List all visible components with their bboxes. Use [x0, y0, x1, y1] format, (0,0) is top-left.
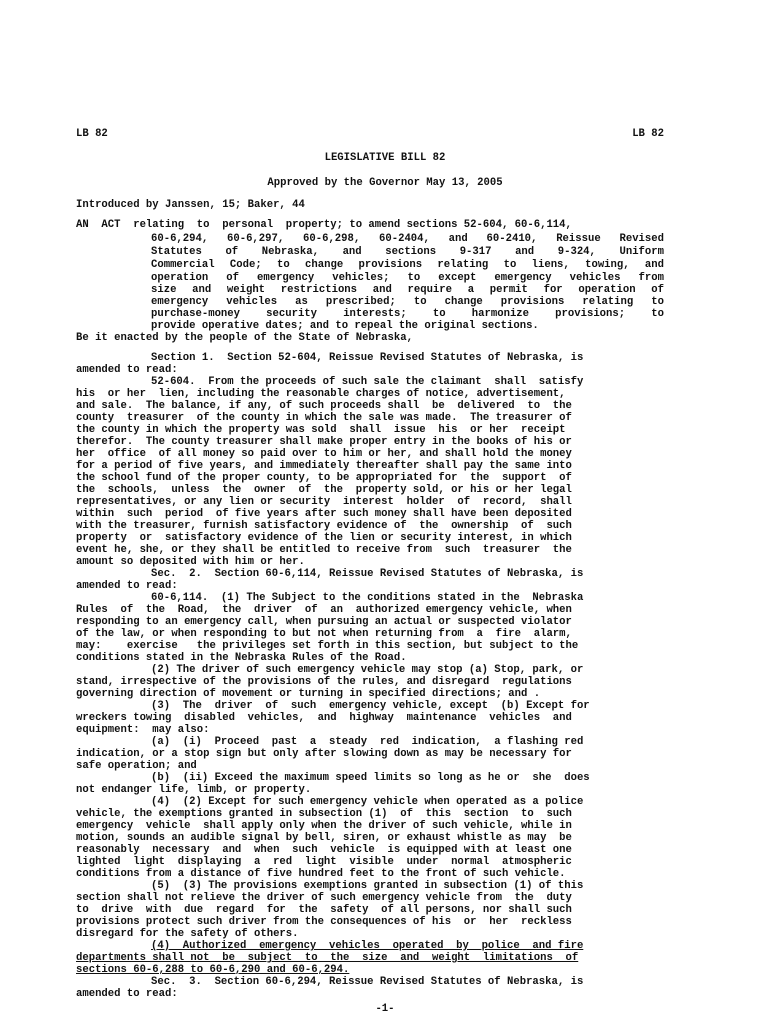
text-line: and sale. The balance, if any, of such proceeds shall be delivered to the — [76, 400, 572, 412]
text-line: safe operation; and — [76, 760, 197, 772]
text-line: (2) The driver of such emergency vehicle may stop (a) Stop, park, or — [151, 664, 584, 676]
text-line: 60-6,114. (1) The Subject to the conditions stated in the Nebraska — [151, 592, 584, 604]
text-line: conditions stated in the Nebraska Rules of the Road. — [76, 652, 407, 664]
page-number: -1- — [375, 1003, 395, 1015]
text-line: disregard for the safety of others. — [76, 928, 299, 940]
text-line: emergency vehicles as prescribed; to change provisions relating to — [151, 296, 664, 308]
text-line: her office of all money so paid over to him or her, and shall hold the money — [76, 448, 572, 460]
text-line: responding to an emergency call, when pursuing an actual or suspected violator — [76, 616, 572, 628]
text-line: property or satisfactory evidence of the lien or security interest, in which — [76, 532, 572, 544]
header-right: LB 82 — [632, 128, 664, 140]
text-line: (5) (3) The provisions exemptions granted in subsection (1) of this — [151, 880, 584, 892]
text-line: emergency vehicle shall apply only when the driver of such vehicle, while in — [76, 820, 572, 832]
text-line: (3) The driver of such emergency vehicle, except (b) Except for — [151, 700, 590, 712]
text-line: (b) (ii) Exceed the maximum speed limits so long as he or she does — [151, 772, 590, 784]
text-line: equipment: may also: — [76, 724, 210, 736]
text-line: governing direction of movement or turning in specified directions; and . — [76, 688, 541, 700]
text-line: stand, irrespective of the provisions of the rules, and disregard regulations — [76, 676, 572, 688]
text-line: Be it enacted by the people of the State of Nebraska, — [76, 332, 413, 344]
text-line: amount so deposited with him or her. — [76, 556, 305, 568]
text-line: to drive with due regard for the safety of all persons, nor shall such — [76, 904, 572, 916]
text-line: of the law, or when responding to but not when returning from a fire alarm, — [76, 628, 572, 640]
text-line: amended to read: — [76, 988, 178, 1000]
text-line: (4) (2) Except for such emergency vehicle when operated as a police — [151, 796, 584, 808]
text-line: departments shall not be subject to the size and weight limitations of — [76, 952, 579, 964]
text-line: motion, sounds an audible signal by bell, siren, or exhaust whistle as may be — [76, 832, 572, 844]
text-line: AN ACT relating to personal property; to amend sections 52-604, 60-6,114, — [76, 219, 572, 231]
text-line: not endanger life, limb, or property. — [76, 784, 312, 796]
introduced-line: Introduced by Janssen, 15; Baker, 44 — [76, 199, 305, 211]
text-line: Commercial Code; to change provisions relating to liens, towing, and — [151, 259, 664, 271]
text-line: Rules of the Road, the driver of an authorized emergency vehicle, when — [76, 604, 572, 616]
text-line: operation of emergency vehicles; to except emergency vehicles from — [151, 272, 664, 284]
text-line: the schools, unless the owner of the property sold, or his or her legal — [76, 484, 572, 496]
text-line: vehicle, the exemptions granted in subsection (1) of this section to such — [76, 808, 572, 820]
text-line: purchase-money security interests; to harmonize provisions; to — [151, 308, 664, 320]
text-line: amended to read: — [76, 364, 178, 376]
text-line: conditions from a distance of five hundred feet to the front of such vehicle. — [76, 868, 566, 880]
text-line: amended to read: — [76, 580, 178, 592]
text-line: lighted light displaying a red light visible under normal atmospheric — [76, 856, 572, 868]
text-line: for a period of five years, and immediately thereafter shall pay the same into — [76, 460, 572, 472]
text-line: may: exercise the privileges set forth in this section, but subject to the — [76, 640, 579, 652]
text-line: size and weight restrictions and require a permit for operation of — [151, 284, 664, 296]
text-line: Sec. 2. Section 60-6,114, Reissue Revised Statutes of Nebraska, is — [151, 568, 584, 580]
text-line: Sec. 3. Section 60-6,294, Reissue Revised Statutes of Nebraska, is — [151, 976, 584, 988]
text-line: Statutes of Nebraska, and sections 9-317 and 9-324, Uniform — [151, 246, 664, 258]
bill-title: LEGISLATIVE BILL 82 — [324, 152, 446, 164]
text-line: reasonably necessary and when such vehicle is equipped with at least one — [76, 844, 572, 856]
text-line: indication, or a stop sign but only after slowing down as may be necessary for — [76, 748, 572, 760]
text-line: Section 1. Section 52-604, Reissue Revised Statutes of Nebraska, is — [151, 352, 584, 364]
text-line: county treasurer of the county in which the sale was made. The treasurer of — [76, 412, 572, 424]
text-line: the county in which the property was sold shall issue his or her receipt — [76, 424, 566, 436]
text-line: wreckers towing disabled vehicles, and highway maintenance vehicles and — [76, 712, 572, 724]
text-line: 52-604. From the proceeds of such sale the claimant shall satisfy — [151, 376, 584, 388]
approval-line: Approved by the Governor May 13, 2005 — [267, 177, 503, 189]
header-left: LB 82 — [76, 128, 108, 140]
text-line: his or her lien, including the reasonable charges of notice, advertisement, — [76, 388, 566, 400]
text-line: 60-6,294, 60-6,297, 60-6,298, 60-2404, and 60-2410, Reissue Revised — [151, 233, 664, 245]
text-line: (4) Authorized emergency vehicles operated by police and fire — [151, 940, 584, 952]
text-line: section shall not relieve the driver of such emergency vehicle from the duty — [76, 892, 572, 904]
text-line: the school fund of the proper county, to be appropriated for the support of — [76, 472, 572, 484]
text-line: provisions protect such driver from the consequences of his or her reckless — [76, 916, 572, 928]
text-line: with the treasurer, furnish satisfactory evidence of the ownership of such — [76, 520, 572, 532]
text-line: representatives, or any lien or security interest holder of record, shall — [76, 496, 572, 508]
text-line: event he, she, or they shall be entitled to receive from such treasurer the — [76, 544, 572, 556]
text-line: (a) (i) Proceed past a steady red indication, a flashing red — [151, 736, 584, 748]
text-line: therefor. The county treasurer shall make proper entry in the books of his or — [76, 436, 572, 448]
text-line: provide operative dates; and to repeal the original sections. — [151, 320, 539, 332]
text-line: within such period of five years after such money shall have been deposited — [76, 508, 572, 520]
text-line: sections 60-6,288 to 60-6,290 and 60-6,294. — [76, 964, 350, 976]
